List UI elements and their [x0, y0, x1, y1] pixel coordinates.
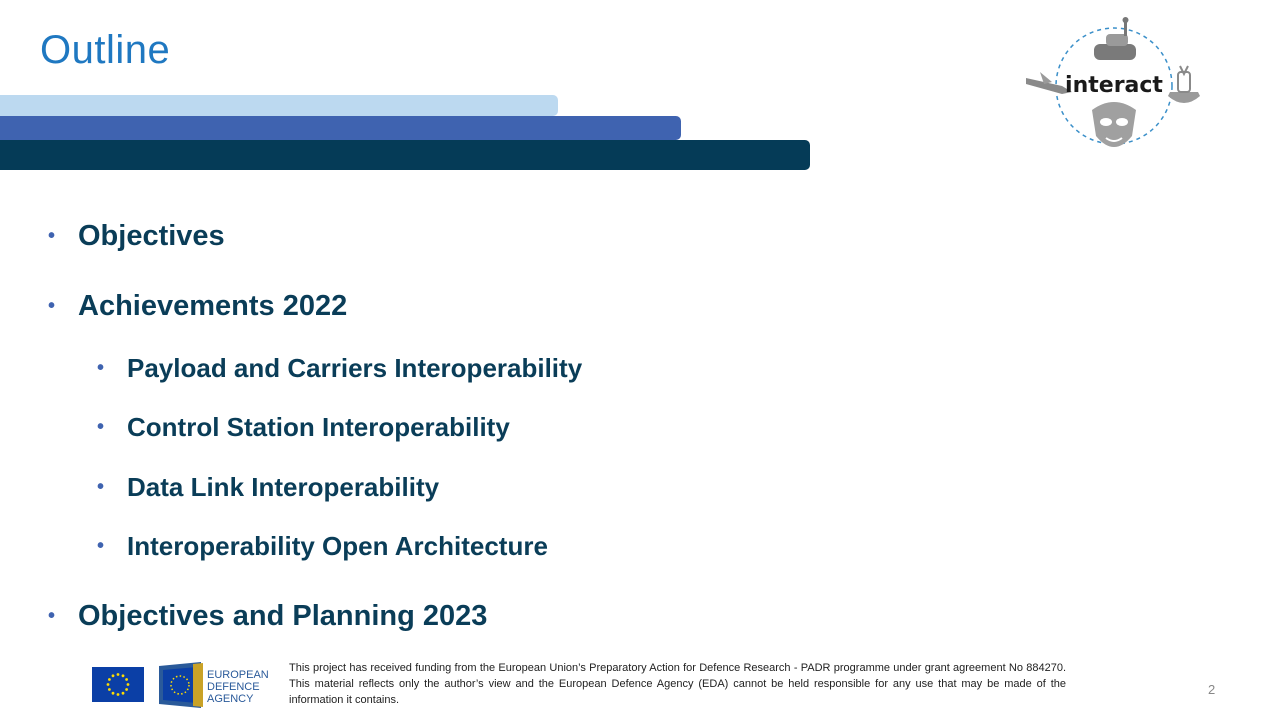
outline-item-label: Objectives and Planning 2023 — [78, 600, 488, 632]
eda-logo-line-1: EUROPEAN — [207, 669, 269, 681]
bullet-icon: • — [48, 605, 56, 627]
outline-item-achievements — [48, 290, 347, 323]
bullet-icon: • — [48, 295, 56, 317]
outline-subitem-payload — [97, 353, 582, 384]
mask-icon — [1092, 102, 1136, 147]
outline-subitem-open-architecture — [97, 531, 548, 562]
outline-item-objectives — [48, 220, 225, 253]
boat-icon — [1168, 66, 1200, 103]
header-bar-light — [0, 95, 558, 116]
eda-logo-line-3: AGENCY — [207, 693, 254, 705]
outline-subitem-data-link — [97, 472, 439, 503]
slide-title: Outline — [40, 28, 171, 72]
header-bar-mid — [0, 116, 681, 140]
interact-logo — [1022, 12, 1206, 162]
outline-item-label: Objectives — [78, 220, 225, 252]
outline-item-planning-2023 — [48, 600, 487, 633]
tank-icon — [1094, 17, 1136, 60]
outline-item-label: Payload and Carriers Interoperability — [127, 353, 583, 383]
eu-flag-icon — [92, 667, 144, 702]
outline-item-label: Control Station Interoperability — [127, 412, 510, 442]
page-number: 2 — [1208, 682, 1216, 697]
bullet-icon: • — [97, 357, 105, 379]
bullet-icon: • — [48, 225, 56, 247]
bullet-icon: • — [97, 476, 105, 498]
outline-item-label: Interoperability Open Architecture — [127, 531, 548, 561]
eda-logo — [157, 660, 277, 710]
bullet-icon: • — [97, 416, 105, 438]
outline-subitem-control-station — [97, 412, 510, 443]
header-bar-dark — [0, 140, 810, 170]
bullet-icon: • — [97, 535, 105, 557]
interact-logo-text: interact — [1065, 73, 1163, 98]
eda-logo-line-2: DEFENCE — [207, 681, 260, 693]
outline-item-label: Data Link Interoperability — [127, 472, 440, 502]
outline-item-label: Achievements 2022 — [78, 290, 348, 322]
funding-disclaimer: This project has received funding from the European Union’s Preparatory Action for Defence Research - PADR programme under grant agreement No 884270. This material reflects only the author’s view and the European Defence Agency (EDA) cannot be held responsible for any use that may be made of the information it contains. — [289, 662, 1066, 706]
